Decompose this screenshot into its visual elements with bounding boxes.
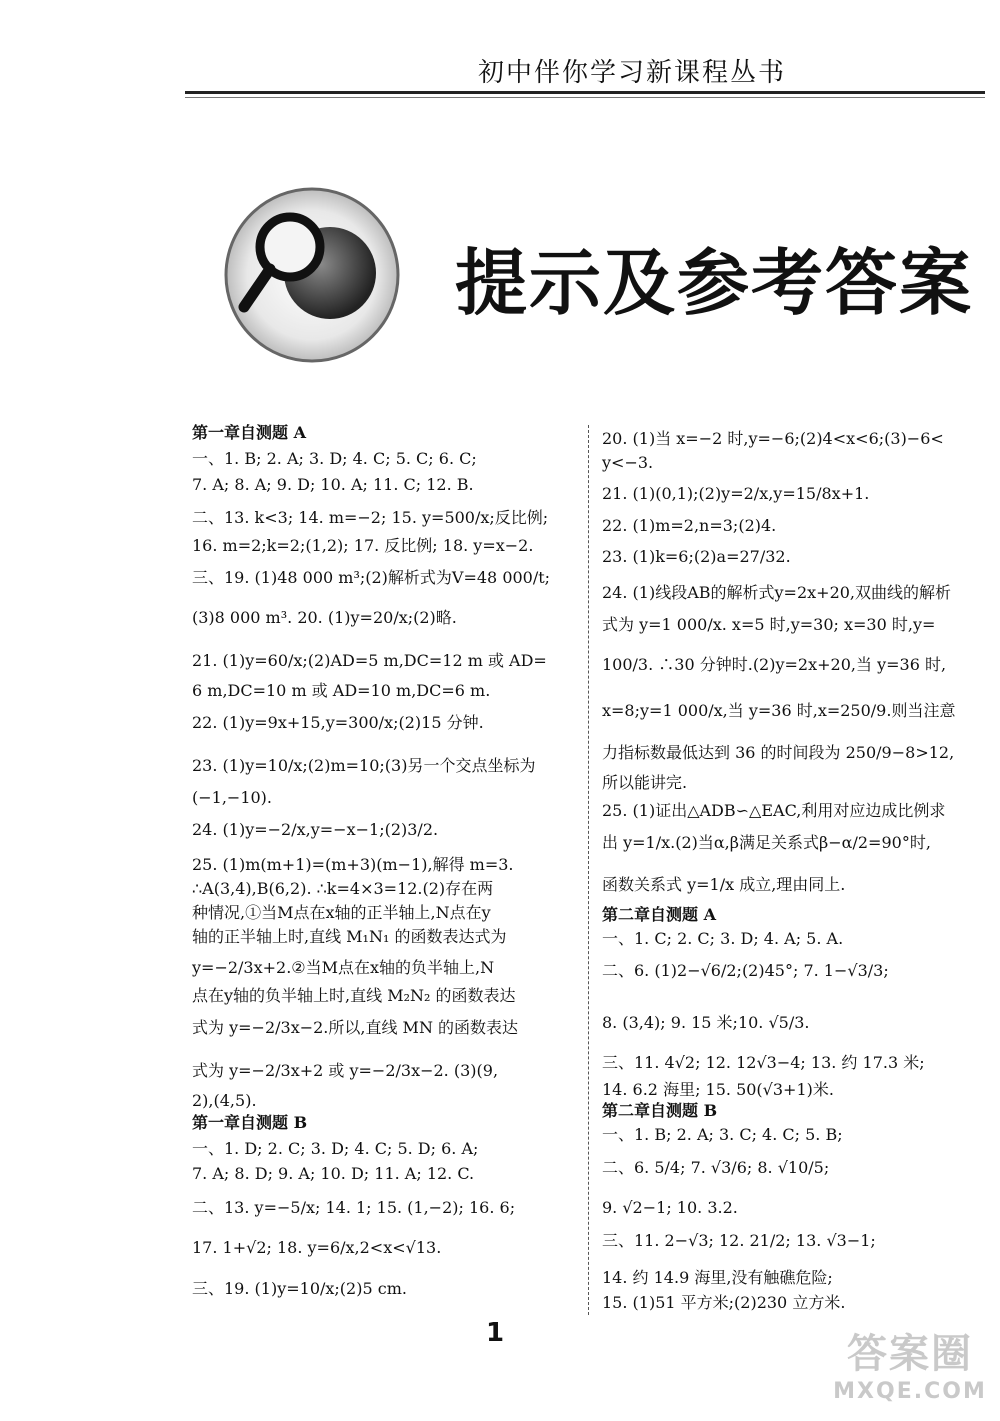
- answer-line: 一、1. B; 2. A; 3. C; 4. C; 5. B;: [602, 1125, 843, 1144]
- answer-line: 二、6. 5/4; 7. √3/6; 8. √10/5;: [602, 1158, 830, 1177]
- header-series-title: 初中伴你学习新课程丛书: [478, 58, 787, 88]
- answer-line: 式为 y=1 000/x. x=5 时,y=30; x=30 时,y=: [602, 615, 936, 634]
- answer-line: 14. 6.2 海里; 15. 50(√3+1)米.: [602, 1080, 834, 1099]
- answer-line: 一、1. C; 2. C; 3. D; 4. A; 5. A.: [602, 929, 844, 948]
- answer-line: 三、19. (1)y=10/x;(2)5 cm.: [192, 1279, 407, 1298]
- answer-line: 24. (1)y=−2/x,y=−x−1;(2)3/2.: [192, 820, 439, 839]
- section-heading: 第二章自测题 B: [602, 1101, 718, 1120]
- answer-line: 轴的正半轴上时,直线 M₁N₁ 的函数表达式为: [192, 927, 507, 946]
- magnifier-globe-icon: [222, 185, 402, 365]
- answer-line: y=−2/3x+2.②当M点在x轴的负半轴上,N: [192, 958, 495, 977]
- answer-line: 6 m,DC=10 m 或 AD=10 m,DC=6 m.: [192, 681, 491, 700]
- answer-line: 函数关系式 y=1/x 成立,理由同上.: [602, 875, 846, 894]
- header-rule: [185, 91, 985, 94]
- answer-line: 三、11. 4√2; 12. 12√3−4; 13. 约 17.3 米;: [602, 1053, 925, 1072]
- section-heading: 第一章自测题 B: [192, 1113, 308, 1132]
- answer-line: 式为 y=−2/3x−2.所以,直线 MN 的函数表达: [192, 1018, 519, 1037]
- answer-line: 点在y轴的负半轴上时,直线 M₂N₂ 的函数表达: [192, 986, 516, 1005]
- column-divider: [588, 425, 589, 1315]
- answer-line: 21. (1)y=60/x;(2)AD=5 m,DC=12 m 或 AD=: [192, 651, 547, 670]
- answer-line: 100/3. ∴30 分钟时.(2)y=2x+20,当 y=36 时,: [602, 655, 947, 674]
- answer-line: 9. √2−1; 10. 3.2.: [602, 1198, 738, 1217]
- answer-line: 20. (1)当 x=−2 时,y=−6;(2)4<x<6;(3)−6<: [602, 429, 944, 448]
- page-number: 1: [486, 1318, 505, 1348]
- answer-line: 二、13. y=−5/x; 14. 1; 15. (1,−2); 16. 6;: [192, 1198, 516, 1217]
- answer-line: 出 y=1/x.(2)当α,β满足关系式β−α/2=90°时,: [602, 833, 931, 852]
- answer-line: (3)8 000 m³. 20. (1)y=20/x;(2)略.: [192, 608, 457, 627]
- answer-line: 所以能讲完.: [602, 773, 688, 792]
- answer-line: 一、1. B; 2. A; 3. D; 4. C; 5. C; 6. C;: [192, 449, 477, 468]
- answer-line: 种情况,①当M点在x轴的正半轴上,N点在y: [192, 903, 491, 922]
- answer-line: 三、19. (1)48 000 m³;(2)解析式为V=48 000/t;: [192, 568, 551, 587]
- answer-line: 22. (1)y=9x+15,y=300/x;(2)15 分钟.: [192, 713, 484, 732]
- answer-line: 21. (1)(0,1);(2)y=2/x,y=15/8x+1.: [602, 484, 870, 503]
- answer-line: 23. (1)y=10/x;(2)m=10;(3)另一个交点坐标为: [192, 756, 536, 775]
- section-heading: 第二章自测题 A: [602, 905, 716, 924]
- answer-line: 力指标数最低达到 36 的时间段为 250/9−8>12,: [602, 743, 955, 762]
- answer-line: 二、13. k<3; 14. m=−2; 15. y=500/x;反比例;: [192, 508, 549, 527]
- section-heading: 第一章自测题 A: [192, 423, 306, 442]
- answer-line: (−1,−10).: [192, 788, 273, 807]
- answer-line: 24. (1)线段AB的解析式y=2x+20,双曲线的解析: [602, 583, 952, 602]
- answer-line: 23. (1)k=6;(2)a=27/32.: [602, 547, 791, 566]
- answer-line: 14. 约 14.9 海里,没有触礁危险;: [602, 1268, 833, 1287]
- answer-line: 17. 1+√2; 18. y=6/x,2<x<√13.: [192, 1238, 442, 1257]
- answer-line: 三、11. 2−√3; 12. 21/2; 13. √3−1;: [602, 1231, 876, 1250]
- watermark-top-text: 答案圈: [847, 1331, 973, 1377]
- answer-line: 8. (3,4); 9. 15 米;10. √5/3.: [602, 1013, 810, 1032]
- answer-line: ∴A(3,4),B(6,2). ∴k=4×3=12.(2)存在两: [192, 879, 494, 898]
- answer-line: 二、6. (1)2−√6/2;(2)45°; 7. 1−√3/3;: [602, 961, 889, 980]
- answer-line: 7. A; 8. D; 9. A; 10. D; 11. A; 12. C.: [192, 1164, 475, 1183]
- answer-line: 2),(4,5).: [192, 1091, 257, 1110]
- answer-line: 25. (1)m(m+1)=(m+3)(m−1),解得 m=3.: [192, 855, 514, 874]
- answer-line: 16. m=2;k=2;(1,2); 17. 反比例; 18. y=x−2.: [192, 536, 534, 555]
- answer-line: 15. (1)51 平方米;(2)230 立方米.: [602, 1293, 846, 1312]
- answer-line: 7. A; 8. A; 9. D; 10. A; 11. C; 12. B.: [192, 475, 474, 494]
- answer-line: 式为 y=−2/3x+2 或 y=−2/3x−2. (3)(9,: [192, 1061, 499, 1080]
- answer-line: y<−3.: [602, 453, 654, 472]
- answer-line: x=8;y=1 000/x,当 y=36 时,x=250/9.则当注意: [602, 701, 956, 720]
- watermark-logo: [830, 1322, 990, 1412]
- header-rule-thin: [185, 97, 985, 98]
- answer-line: 一、1. D; 2. C; 3. D; 4. C; 5. D; 6. A;: [192, 1139, 479, 1158]
- watermark-bottom-text: MXQE.COM: [833, 1379, 987, 1404]
- answer-line: 25. (1)证出△ADB∽△EAC,利用对应边成比例求: [602, 801, 946, 820]
- page-title: 提示及参考答案: [455, 240, 974, 325]
- answer-line: 22. (1)m=2,n=3;(2)4.: [602, 516, 777, 535]
